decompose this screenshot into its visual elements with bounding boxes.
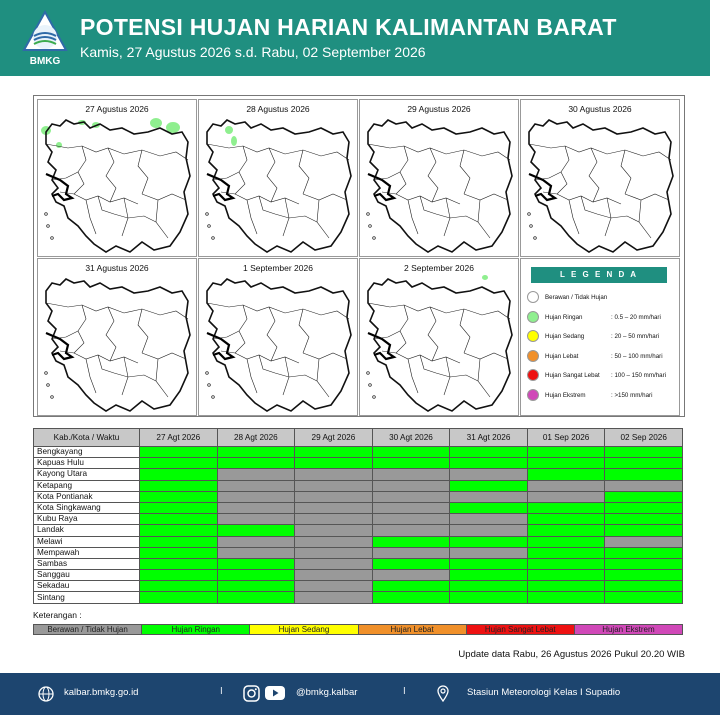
island-marker — [367, 213, 370, 216]
forecast-cell — [450, 592, 528, 603]
table-row — [34, 592, 683, 603]
forecast-cell — [450, 458, 528, 469]
district-boundary — [235, 146, 247, 194]
forecast-cell — [605, 592, 683, 603]
district-boundary — [478, 359, 490, 397]
district-boundary — [46, 303, 188, 319]
island-marker — [534, 237, 537, 240]
district-map — [38, 114, 196, 256]
map-panel — [37, 99, 197, 257]
map-date-label: 1 September 2026 — [243, 263, 313, 273]
forecast-cell — [450, 558, 528, 569]
forecast-cell — [372, 536, 450, 547]
forecast-cell — [450, 536, 528, 547]
forecast-cell — [372, 502, 450, 513]
district-boundary — [589, 148, 599, 202]
forecast-cell — [140, 581, 218, 592]
district-boundary — [368, 144, 510, 160]
district-boundary — [478, 200, 490, 238]
forecast-cell — [140, 536, 218, 547]
forecast-cell — [217, 570, 295, 581]
location-pin-icon — [437, 685, 449, 702]
forecast-cell — [295, 514, 373, 525]
island-marker — [212, 237, 215, 240]
keterangan-item: Hujan Sangat Lebat — [467, 625, 575, 634]
coastline-detail — [529, 174, 555, 200]
forecast-cell — [527, 525, 605, 536]
island-marker — [47, 384, 50, 387]
table-row — [34, 480, 683, 491]
district-boundary — [464, 194, 508, 200]
legend-range: : 50 – 100 mm/hari — [611, 352, 663, 360]
district-boundary — [74, 305, 86, 353]
forecast-cell — [527, 558, 605, 569]
table-row — [34, 558, 683, 569]
forecast-cell — [450, 525, 528, 536]
forecast-cell — [217, 581, 295, 592]
forecast-cell — [527, 581, 605, 592]
forecast-cell — [140, 447, 218, 458]
legend-label: Berawan / Tidak Hujan — [545, 294, 608, 301]
district-boundary — [420, 196, 478, 222]
forecast-cell — [217, 547, 295, 558]
district-boundary — [98, 196, 156, 222]
rain-area — [231, 136, 237, 146]
column-header: 31 Agt 2026 — [450, 429, 528, 447]
district-name: Mempawah — [34, 547, 140, 558]
forecast-cell — [372, 447, 450, 458]
district-boundary — [142, 194, 186, 200]
legend-swatch — [527, 291, 539, 303]
forecast-cell — [217, 525, 295, 536]
table-row — [34, 502, 683, 513]
legend-label: Hujan Lebat — [545, 352, 579, 360]
island-marker — [369, 225, 372, 228]
table-row — [34, 536, 683, 547]
legend-range: : 100 – 150 mm/hari — [611, 372, 667, 379]
forecast-cell — [295, 547, 373, 558]
legend-box — [520, 258, 680, 416]
district-boundary — [569, 200, 579, 234]
forecast-cell — [217, 558, 295, 569]
table-row — [34, 458, 683, 469]
district-boundary — [460, 309, 470, 353]
forecast-cell — [605, 458, 683, 469]
forecast-table — [33, 428, 683, 604]
district-boundary — [621, 150, 631, 194]
coastline-detail — [46, 174, 72, 200]
forecast-cell — [450, 547, 528, 558]
island-marker — [528, 213, 531, 216]
district-boundary — [138, 150, 148, 194]
district-boundary — [46, 144, 188, 160]
legend-label: Hujan Sangat Lebat — [545, 372, 600, 379]
district-boundary — [267, 307, 277, 361]
forecast-cell — [295, 592, 373, 603]
district-boundary — [464, 353, 508, 359]
district-boundary — [408, 200, 418, 234]
coastline-detail — [207, 174, 233, 200]
keterangan-item: Hujan Lebat — [359, 625, 467, 634]
instagram-icon[interactable] — [243, 685, 260, 702]
forecast-cell — [295, 491, 373, 502]
district-boundary — [207, 303, 349, 319]
forecast-cell — [372, 491, 450, 502]
forecast-cell — [372, 547, 450, 558]
forecast-cell — [450, 469, 528, 480]
district-boundary — [299, 309, 309, 353]
district-boundary — [317, 200, 329, 238]
district-boundary — [428, 148, 438, 202]
forecast-cell — [217, 447, 295, 458]
district-boundary — [396, 146, 408, 194]
island-marker — [47, 225, 50, 228]
table-row — [34, 570, 683, 581]
forecast-cell — [605, 525, 683, 536]
island-marker — [369, 384, 372, 387]
island-marker — [208, 384, 211, 387]
legend-swatch — [527, 330, 539, 342]
island-marker — [530, 225, 533, 228]
district-boundary — [247, 200, 257, 234]
column-header: 29 Agt 2026 — [295, 429, 373, 447]
forecast-cell — [372, 480, 450, 491]
legend-label: Hujan Ringan — [545, 313, 583, 321]
header-edge — [710, 0, 720, 76]
district-boundary — [529, 144, 671, 160]
forecast-cell — [372, 558, 450, 569]
keterangan-item: Berawan / Tidak Hujan — [34, 625, 142, 634]
district-name: Melawi — [34, 536, 140, 547]
district-boundary — [303, 194, 347, 200]
forecast-cell — [372, 469, 450, 480]
island-marker — [367, 372, 370, 375]
forecast-cell — [450, 514, 528, 525]
column-header: 28 Agt 2026 — [217, 429, 295, 447]
map-panel — [520, 99, 680, 257]
table-row — [34, 581, 683, 592]
district-boundary — [625, 194, 669, 200]
forecast-cell — [605, 558, 683, 569]
district-name: Bengkayang — [34, 447, 140, 458]
district-boundary — [98, 355, 156, 381]
rain-area — [150, 118, 162, 128]
forecast-cell — [295, 525, 373, 536]
legend-swatch — [527, 350, 539, 362]
map-date-label: 31 Agustus 2026 — [85, 263, 149, 273]
island-marker — [208, 225, 211, 228]
forecast-cell — [527, 458, 605, 469]
forecast-cell — [217, 458, 295, 469]
forecast-cell — [605, 570, 683, 581]
island-marker — [206, 372, 209, 375]
forecast-cell — [140, 570, 218, 581]
forecast-cell — [605, 547, 683, 558]
legend-range: : 0.5 – 20 mm/hari — [611, 313, 661, 321]
logo-text: BMKG — [29, 56, 61, 67]
forecast-cell — [450, 480, 528, 491]
legend-title: L E G E N D A — [531, 267, 667, 283]
legend-label: Hujan Ekstrem — [545, 391, 586, 399]
district-name: Sambas — [34, 558, 140, 569]
district-boundary — [299, 150, 309, 194]
district-name: Kota Pontianak — [34, 491, 140, 502]
forecast-cell — [140, 502, 218, 513]
table-row — [34, 525, 683, 536]
footer — [0, 673, 720, 715]
column-header: 02 Sep 2026 — [605, 429, 683, 447]
forecast-cell — [295, 536, 373, 547]
district-map — [360, 114, 518, 256]
district-boundary — [368, 303, 510, 319]
district-boundary — [138, 309, 148, 353]
forecast-cell — [295, 458, 373, 469]
district-map — [521, 114, 679, 256]
forecast-cell — [140, 491, 218, 502]
island-marker — [206, 213, 209, 216]
forecast-cell — [372, 514, 450, 525]
legend-range: : 20 – 50 mm/hari — [611, 333, 660, 340]
keterangan-item: Hujan Ringan — [142, 625, 250, 634]
forecast-cell — [605, 447, 683, 458]
district-name: Sekadau — [34, 581, 140, 592]
globe-icon — [38, 686, 54, 702]
table-row — [34, 447, 683, 458]
forecast-cell — [527, 491, 605, 502]
forecast-cell — [140, 458, 218, 469]
legend-range: : >150 mm/hari — [611, 391, 653, 399]
column-header: 01 Sep 2026 — [527, 429, 605, 447]
forecast-cell — [372, 458, 450, 469]
island-marker — [51, 237, 54, 240]
district-boundary — [460, 150, 470, 194]
table-body — [34, 447, 683, 604]
forecast-cell — [295, 558, 373, 569]
table-row — [34, 547, 683, 558]
table-row — [34, 469, 683, 480]
district-boundary — [267, 148, 277, 202]
table-row — [34, 491, 683, 502]
forecast-cell — [140, 547, 218, 558]
map-date-label: 28 Agustus 2026 — [246, 104, 310, 114]
map-panel — [359, 258, 519, 416]
forecast-cell — [140, 558, 218, 569]
footer-bottom-strip — [0, 715, 720, 720]
legend-swatch — [527, 389, 539, 401]
forecast-cell — [217, 592, 295, 603]
forecast-cell — [372, 525, 450, 536]
table-header-row — [34, 429, 683, 447]
district-boundary — [247, 359, 257, 393]
forecast-cell — [527, 514, 605, 525]
district-map — [360, 273, 518, 415]
update-text: Update data Rabu, 26 Agustus 2026 Pukul 20.20 WIB — [458, 649, 685, 660]
bmkg-logo — [20, 10, 70, 70]
forecast-cell — [372, 570, 450, 581]
district-boundary — [74, 146, 86, 194]
forecast-cell — [527, 480, 605, 491]
map-date-label: 27 Agustus 2026 — [85, 104, 149, 114]
forecast-cell — [140, 592, 218, 603]
legend-swatch — [527, 369, 539, 381]
forecast-cell — [140, 525, 218, 536]
island-marker — [45, 213, 48, 216]
forecast-cell — [527, 469, 605, 480]
forecast-cell — [527, 547, 605, 558]
district-boundary — [408, 359, 418, 393]
island-marker — [45, 372, 48, 375]
island-marker — [373, 396, 376, 399]
coastline-detail — [46, 333, 72, 359]
forecast-cell — [372, 581, 450, 592]
forecast-cell — [295, 570, 373, 581]
forecast-cell — [450, 570, 528, 581]
forecast-cell — [605, 514, 683, 525]
forecast-cell — [527, 570, 605, 581]
social-handle[interactable]: @bmkg.kalbar — [296, 687, 358, 698]
map-panel — [198, 258, 358, 416]
district-boundary — [156, 200, 168, 238]
forecast-cell — [217, 536, 295, 547]
forecast-cell — [605, 581, 683, 592]
coastline-detail — [368, 333, 394, 359]
district-boundary — [396, 305, 408, 353]
forecast-cell — [450, 581, 528, 592]
district-name: Sintang — [34, 592, 140, 603]
forecast-cell — [605, 491, 683, 502]
district-boundary — [259, 196, 317, 222]
forecast-cell — [295, 581, 373, 592]
forecast-cell — [217, 491, 295, 502]
forecast-cell — [217, 514, 295, 525]
forecast-cell — [295, 469, 373, 480]
forecast-cell — [527, 592, 605, 603]
column-header: 30 Agt 2026 — [372, 429, 450, 447]
forecast-cell — [527, 536, 605, 547]
page-subtitle: Kamis, 27 Agustus 2026 s.d. Rabu, 02 September 2026 — [80, 44, 426, 60]
header-banner — [0, 0, 720, 76]
forecast-cell — [140, 480, 218, 491]
forecast-cell — [605, 502, 683, 513]
island-marker — [373, 237, 376, 240]
district-name: Kapuas Hulu — [34, 458, 140, 469]
forecast-cell — [372, 592, 450, 603]
district-boundary — [156, 359, 168, 397]
district-boundary — [207, 144, 349, 160]
keterangan-item: Hujan Ekstrem — [575, 625, 682, 634]
district-boundary — [428, 307, 438, 361]
coastline-detail — [368, 174, 394, 200]
maps-frame — [33, 95, 685, 417]
district-name: Kubu Raya — [34, 514, 140, 525]
district-boundary — [317, 359, 329, 397]
map-panel — [37, 258, 197, 416]
forecast-cell — [295, 480, 373, 491]
keterangan-bar — [33, 624, 683, 635]
island-marker — [51, 396, 54, 399]
rain-area — [225, 126, 233, 134]
district-boundary — [106, 148, 116, 202]
district-boundary — [86, 200, 96, 234]
youtube-icon[interactable] — [265, 685, 285, 701]
forecast-cell — [450, 491, 528, 502]
district-boundary — [259, 355, 317, 381]
district-name: Ketapang — [34, 480, 140, 491]
forecast-cell — [450, 447, 528, 458]
district-name: Landak — [34, 525, 140, 536]
district-boundary — [106, 307, 116, 361]
rain-area — [482, 275, 488, 280]
forecast-cell — [450, 502, 528, 513]
forecast-cell — [295, 502, 373, 513]
rain-area — [56, 142, 62, 148]
table-row — [34, 514, 683, 525]
map-date-label: 29 Agustus 2026 — [407, 104, 471, 114]
column-header: 27 Agt 2026 — [140, 429, 218, 447]
district-map — [38, 273, 196, 415]
district-map — [199, 114, 357, 256]
district-boundary — [639, 200, 651, 238]
map-panel — [198, 99, 358, 257]
legend-label: Hujan Sedang — [545, 333, 585, 340]
forecast-cell — [140, 469, 218, 480]
forecast-cell — [140, 514, 218, 525]
legend-swatch — [527, 311, 539, 323]
forecast-cell — [605, 469, 683, 480]
page-title: POTENSI HUJAN HARIAN KALIMANTAN BARAT — [80, 14, 617, 40]
district-boundary — [420, 355, 478, 381]
forecast-cell — [217, 502, 295, 513]
forecast-cell — [605, 480, 683, 491]
map-date-label: 30 Agustus 2026 — [568, 104, 632, 114]
district-name: Kayong Utara — [34, 469, 140, 480]
forecast-cell — [605, 536, 683, 547]
website-link[interactable]: kalbar.bmkg.go.id — [64, 687, 139, 698]
forecast-cell — [527, 447, 605, 458]
column-header: Kab./Kota / Waktu — [34, 429, 140, 447]
station-name: Stasiun Meteorologi Kelas I Supadio — [467, 687, 621, 698]
forecast-cell — [217, 469, 295, 480]
district-name: Sanggau — [34, 570, 140, 581]
forecast-cell — [527, 502, 605, 513]
district-boundary — [142, 353, 186, 359]
separator: I — [220, 686, 223, 697]
keterangan-item: Hujan Sedang — [250, 625, 358, 634]
district-boundary — [235, 305, 247, 353]
district-boundary — [86, 359, 96, 393]
coastline-detail — [207, 333, 233, 359]
map-date-label: 2 September 2026 — [404, 263, 474, 273]
district-boundary — [557, 146, 569, 194]
separator: I — [403, 686, 406, 697]
district-map — [199, 273, 357, 415]
forecast-cell — [217, 480, 295, 491]
island-marker — [212, 396, 215, 399]
map-panel — [359, 99, 519, 257]
forecast-cell — [295, 447, 373, 458]
keterangan-label: Keterangan : — [33, 610, 82, 620]
district-name: Kota Singkawang — [34, 502, 140, 513]
district-boundary — [303, 353, 347, 359]
district-boundary — [581, 196, 639, 222]
